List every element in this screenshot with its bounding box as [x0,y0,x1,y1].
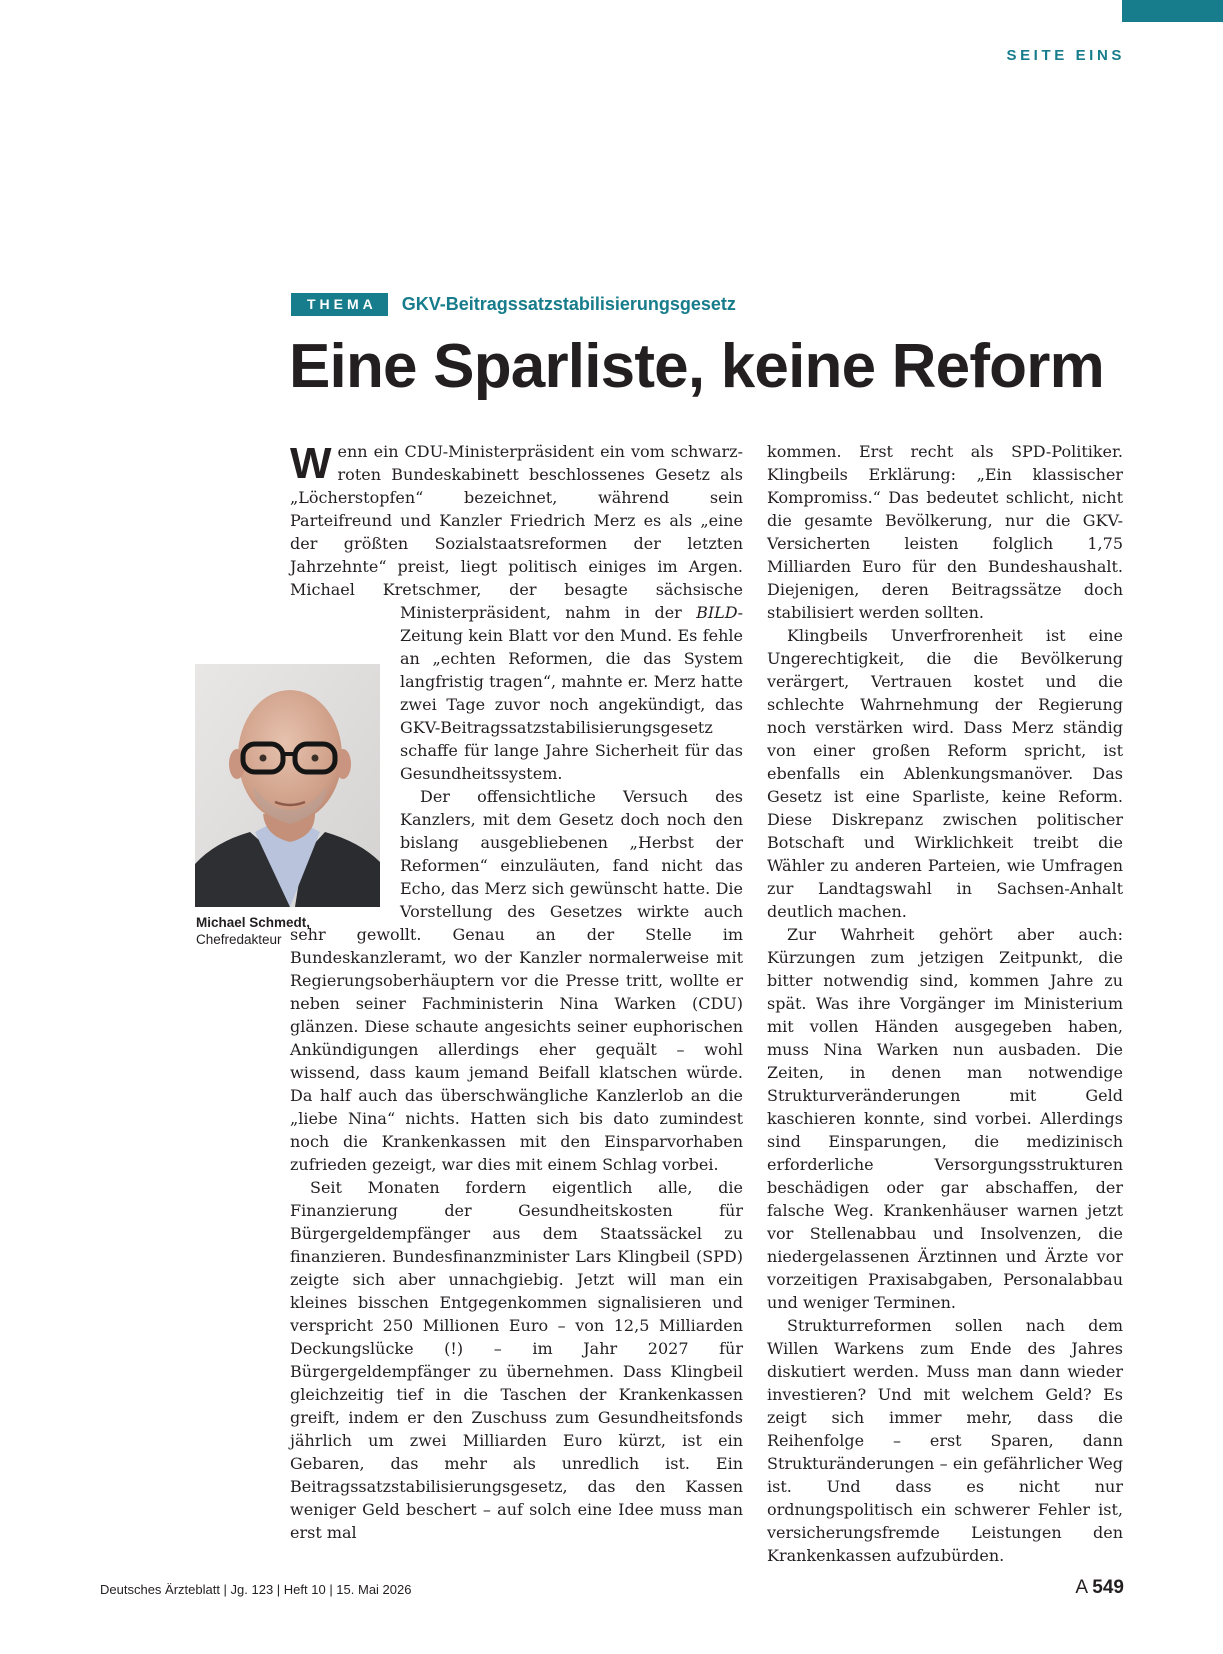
author-role: Chefredakteur [196,932,282,947]
paragraph-italic: BILD [696,603,738,622]
page-number [1075,1577,1124,1599]
section-label: SEITE EINS [1006,47,1125,64]
kicker-topic: GKV-Beitragssatzstabilisierungsgesetz [401,294,736,314]
headline: Eine Sparliste, keine Reform [289,332,1104,401]
kicker-badge: THEMA [291,293,388,316]
page-prefix: A [1075,1577,1088,1598]
paragraph-text: -Zeitung kein Blatt vor den Mund. Es fehle an „echten Reformen, die das System langfristig tragen“, mahnte er. Merz hatte zwei Tage zuvor noch angekündigt, das GKV-Beitragssatzstabilisierungsgesetz schaffe für lange Jahre Sicherheit für das Gesundheitssystem. [400,603,743,783]
footer-publication: Deutsches Ärzteblatt | Jg. 123 | Heft 10 | 15. Mai 2026 [100,1582,412,1597]
accent-bar [1122,0,1223,22]
paragraph: Klingbeils Unverfrorenheit ist eine Ungerechtigkeit, die die Bevölkerung verärgert, Vertrauen kostet und die schlechte Wahrnehmung der Regierung noch verstärken wird. Dass Merz ständig von einer großen Reform spricht, ist ebenfalls ein Ablenkungsmanöver. Das Gesetz ist eine Sparliste, keine Reform. Diese Diskrepanz zwischen politischer Botschaft und Wirklichkeit treibt die Wähler zu anderen Parteien, wie Umfragen zur Landtagswahl in Sachsen-Anhalt deutlich machen. [767,626,1123,921]
paragraph: Strukturreformen sollen nach dem Willen Warkens zum Ende des Jahres diskutiert werden. Muss man dann wieder investieren? Und mit welchem Geld? Es zeigt sich immer mehr, dass die Reihenfolge – erst Sparen, dann Strukturänderungen – ein gefährlicher Weg ist. Und dass es nicht nur ordnungspolitisch ein schwerer Fehler ist, versicherungsfremde Leistungen den Krankenkassen aufzubürden. [767,1316,1123,1565]
author-caption [196,914,310,948]
dropcap: W [290,439,332,488]
paragraph-text: enn ein CDU-Ministerpräsident ein vom schwarz-roten Bundeskabinett beschlossenes Gesetz als „Löcherstopfen“ bezeichnet, während sein Parteifreund und Kanzler Friedrich Merz es als „eine der größten Sozialstaatsreformen der letzten Jahrzehnte“ preist, liegt politisch einiges im Argen. Michael Kretschmer, der besagte sächsische Ministerpräsident, nahm in der [290,442,743,622]
page-number-value: 549 [1092,1577,1124,1598]
article-column-right [767,440,1123,1567]
kicker [291,293,736,316]
paragraph: Zur Wahrheit gehört aber auch: Kürzungen zum jetzigen Zeitpunkt, die bitter notwendig sind, kommen Jahre zu spät. Was ihre Vorgänger im Ministerium mit vollen Händen ausgegeben haben, muss Nina Warken nun ausbaden. Die Zeiten, in denen man notwendige Strukturveränderungen mit Geld kaschieren konnte, sind vorbei. Allerdings sind Einsparungen, die medizinisch erforderliche Versorgungsstrukturen beschädigen oder gar abschaffen, der falsche Weg. Krankenhäuser warnen jetzt vor Stellenabbau und Insolvenzen, die niedergelassenen Ärztinnen und Ärzte vor vorzeitigen Praxisabgaben, Personalabbau und weniger Terminen. [767,925,1123,1312]
author-portrait [195,664,380,907]
paragraph: Der offensichtliche Versuch des Kanzlers, mit dem Gesetz doch noch den bislang ausgebliebenen „Herbst der Reformen“ einzuläuten, fand nicht das Echo, das Merz sich gewünscht hatte. Die Vorstellung des Gesetzes wirkte auch sehr gewollt. Genau an der Stelle im Bundeskanzleramt, wo der Kanzler normalerweise mit Regierungsoberhäuptern vor die Presse tritt, wollte er neben seiner Fachministerin Nina Warken (CDU) glänzen. Diese schaute angesichts seiner euphorischen Ankündigungen allerdings eher gequält – wohl wissend, dass kaum jemand Beifall klatschen würde. Da half auch das überschwängliche Kanzlerlob an die „liebe Nina“ nichts. Hatten sich bis dato zumindest noch die Krankenkassen mit den Einsparvorhaben zufrieden gezeigt, war dies mit einem Schlag vorbei. [290,787,743,1174]
article-column-left [290,440,743,1544]
paragraph: kommen. Erst recht als SPD-Politiker. Klingbeils Erklärung: „Ein klassischer Kompromiss.“ Das bedeutet schlicht, nicht die gesamte Bevölkerung, nur die GKV-Versicherten leisten folglich 1,75 Milliarden Euro für den Bundeshaushalt. Diejenigen, deren Beitragssätze doch stabilisiert werden sollten. [767,442,1123,622]
paragraph: Seit Monaten fordern eigentlich alle, die Finanzierung der Gesundheitskosten für Bürgergeldempfänger aus dem Staatssäckel zu finanzieren. Bundesfinanzminister Lars Klingbeil (SPD) zeigte sich aber unnachgiebig. Jetzt will man ein kleines bisschen Entgegenkommen signalisieren und verspricht 250 Millionen Euro – von 12,5 Milliarden Deckungslücke (!) – im Jahr 2027 für Bürgergeldempfänger zu übernehmen. Dass Klingbeil gleichzeitig tief in die Taschen der Krankenkassen greift, indem er den Zuschuss zum Gesundheitsfonds jährlich um zwei Milliarden Euro kürzt, ist ein Gebaren, das mehr als unredlich ist. Ein Beitragssatzstabilisierungsgesetz, das den Kassen weniger Geld beschert – auf solch eine Idee muss man erst mal [290,1178,743,1542]
author-name: Michael Schmedt, [196,915,311,930]
